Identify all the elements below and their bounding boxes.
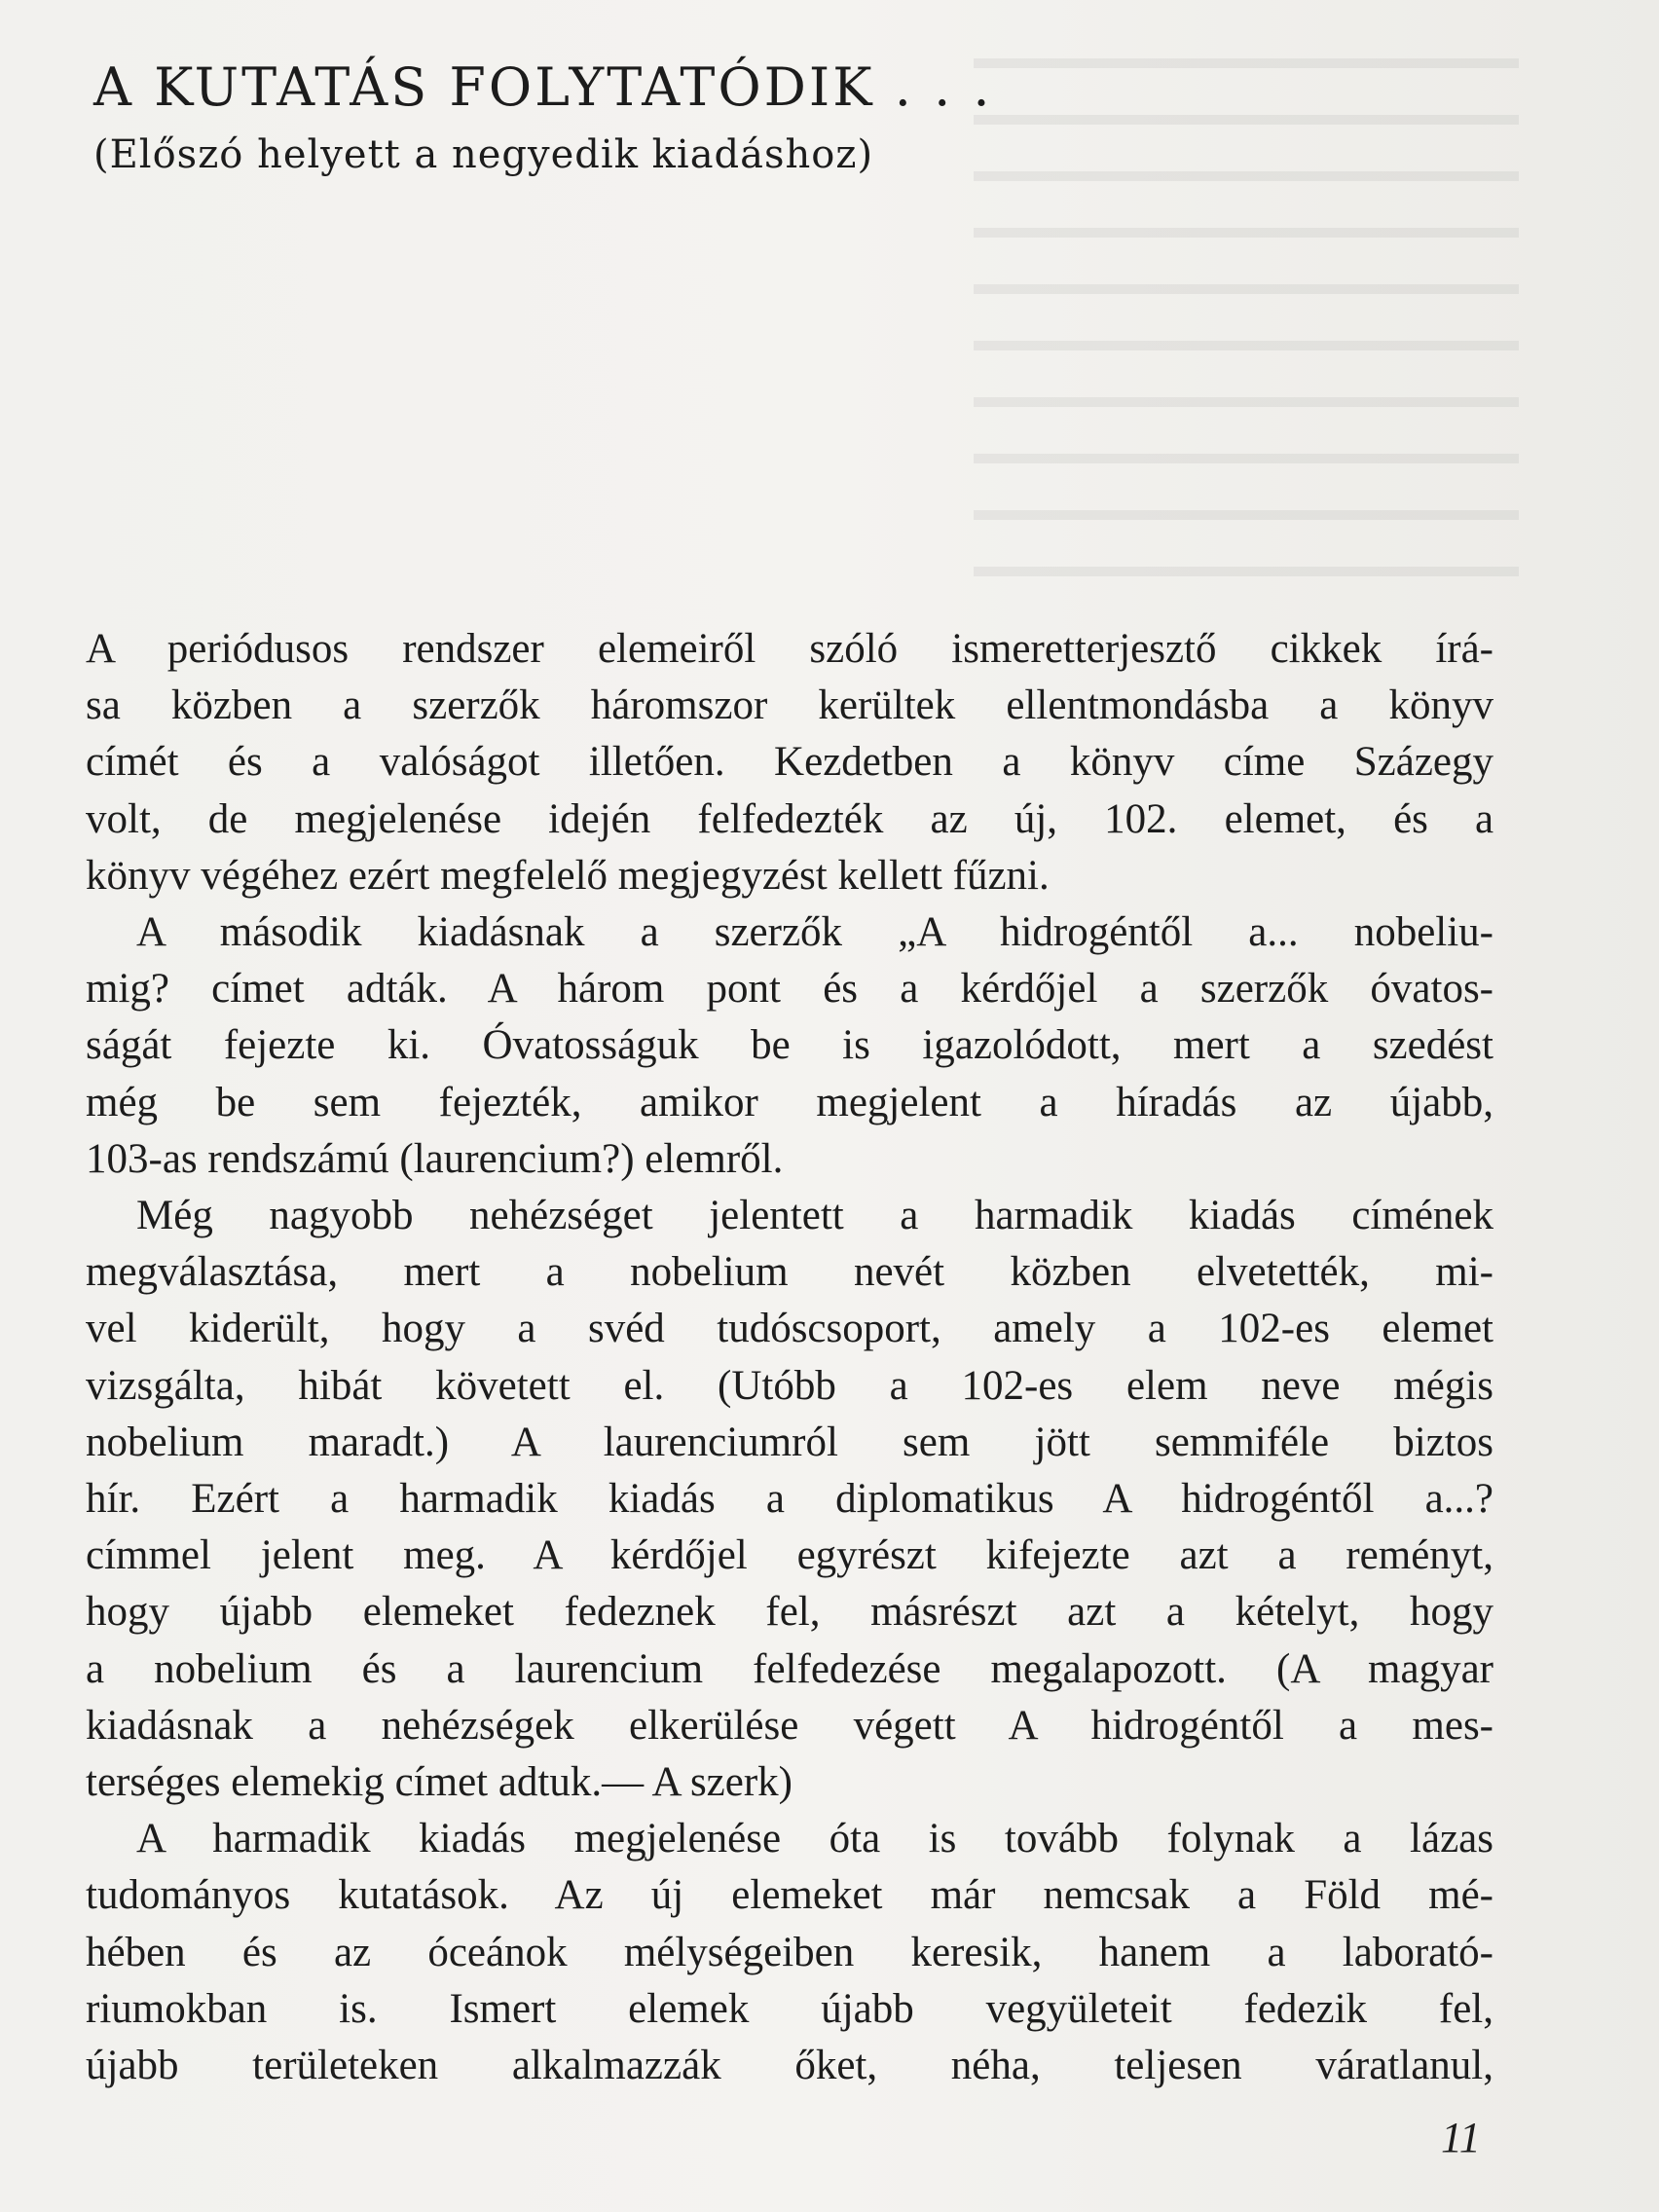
text-line: címmel jelent meg. A kérdőjel egyrészt kifejezte azt a reményt, — [86, 1532, 1493, 1579]
text-line: könyv végéhez ezért megfelelő megjegyzést kellett fűzni. — [86, 852, 1050, 899]
text-line: volt, de megjelenése idején felfedezték az új, 102. elemet, és a — [86, 795, 1494, 842]
show-through-text — [974, 58, 1519, 604]
text-line: Még nagyobb nehézséget jelentett a harmadik kiadás címének — [136, 1193, 1493, 1239]
text-line: nobelium maradt.) A laurenciumról sem jött semmiféle biztos — [86, 1419, 1493, 1465]
text-line: kiadásnak a nehézségek elkerülése végett A hidrogéntől a mes- — [86, 1702, 1493, 1749]
text-line: még be sem fejezték, amikor megjelent a híradás az újabb, — [86, 1079, 1493, 1125]
chapter-title: A KUTATÁS FOLYTATÓDIK . . . — [93, 56, 993, 118]
text-line: 103-as rendszámú (laurencium?) elemről. — [86, 1135, 784, 1182]
body-text — [86, 621, 1493, 2094]
text-line: vel kiderült, hogy a svéd tudóscsoport, amely a 102-es elemet — [86, 1306, 1493, 1352]
page-number: 11 — [1441, 2114, 1481, 2161]
text-line: vizsgálta, hibát követett el. (Utóbb a 102-es elem neve mégis — [86, 1362, 1493, 1409]
text-line: mig? címet adták. A három pont és a kérdőjel a szerzők óvatos- — [86, 966, 1493, 1013]
text-line: megválasztása, mert a nobelium nevét közben elvetették, mi- — [86, 1249, 1493, 1296]
text-line: hogy újabb elemeket fedeznek fel, másrészt azt a kételyt, hogy — [86, 1589, 1493, 1636]
text-line: címét és a valóságot illetően. Kezdetben a könyv címe Százegy — [86, 739, 1493, 786]
text-line: tudományos kutatások. Az új elemeket már nemcsak a Föld mé- — [86, 1872, 1493, 1919]
text-line: riumokban is. Ismert elemek újabb vegyületeit fedezik fel, — [86, 1985, 1493, 2032]
text-line: hír. Ezért a harmadik kiadás a diplomatikus A hidrogéntől a...? — [86, 1476, 1493, 1523]
text-line: újabb területeken alkalmazzák őket, néha, teljesen váratlanul, — [86, 2043, 1493, 2089]
text-line: A harmadik kiadás megjelenése óta is tovább folynak a lázas — [136, 1816, 1493, 1862]
chapter-subtitle: (Előszó helyett a negyedik kiadáshoz) — [93, 132, 874, 177]
text-line: sa közben a szerzők háromszor kerültek ellentmondásba a könyv — [86, 682, 1493, 729]
text-line: A második kiadásnak a szerzők „A hidrogéntől a... nobeliu- — [136, 909, 1493, 956]
text-line: a nobelium és a laurencium felfedezése megalapozott. (A magyar — [86, 1645, 1493, 1692]
text-line: terséges elemekig címet adtuk.— A szerk) — [86, 1759, 793, 1806]
text-line: hében és az óceánok mélységeiben keresik, hanem a laborató- — [86, 1929, 1493, 1975]
text-line: A periódusos rendszer elemeiről szóló ismeretterjesztő cikkek írá- — [86, 626, 1493, 672]
text-line: ságát fejezte ki. Óvatosságuk be is igazolódott, mert a szedést — [86, 1022, 1493, 1069]
